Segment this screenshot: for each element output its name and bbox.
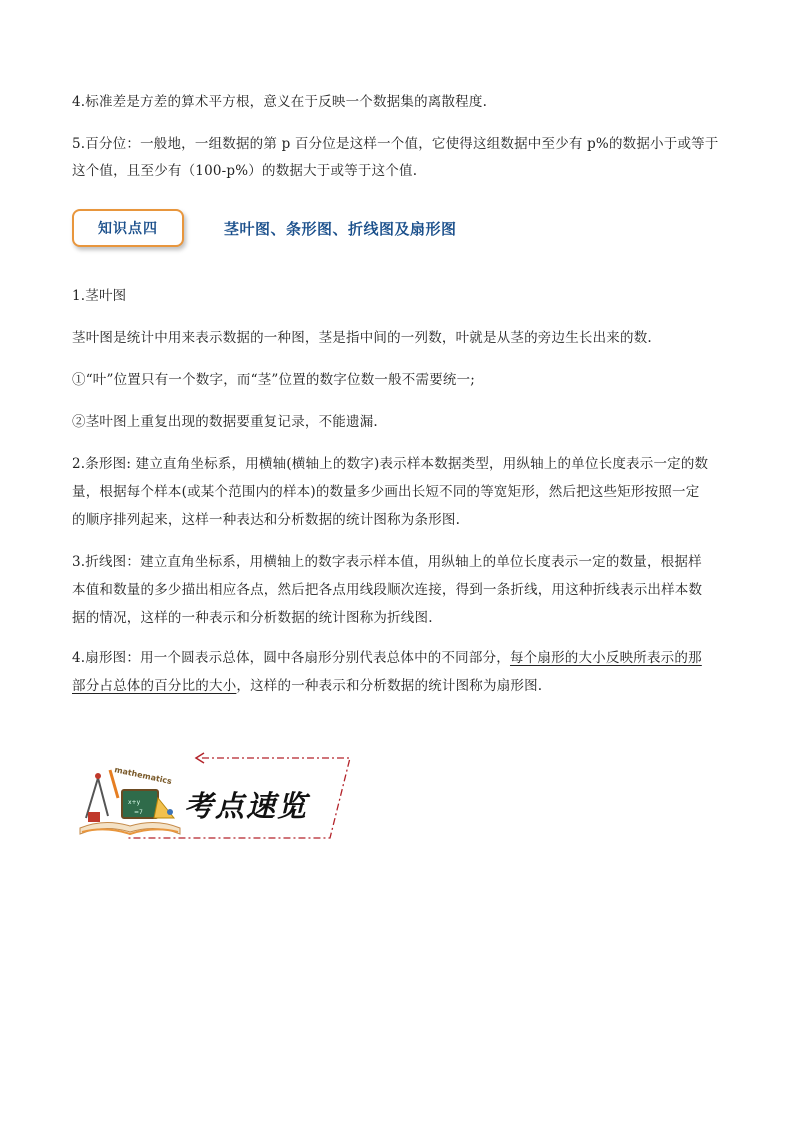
svg-text:=7: =7 [134, 809, 143, 816]
line-chart-line-3: 据的情况，这样的一种表示和分析数据的统计图称为折线图. [72, 610, 433, 626]
pie-chart-line-2 [72, 673, 722, 700]
stem-note-1: ①“叶”位置只有一个数字，而“茎”位置的数字位数一般不需要统一; [72, 372, 476, 388]
percentile-line-2: 这个值，且至少有（100-p%）的数据大于或等于这个值. [72, 163, 418, 179]
bar-chart-line-3: 的顺序排列起来，这样一种表达和分析数据的统计图称为条形图. [72, 512, 461, 528]
stem-note-2: ②茎叶图上重复出现的数据要重复记录，不能遗漏. [72, 414, 378, 430]
pie-text-2b: ，这样的一种表示和分析数据的统计图称为扇形图. [236, 678, 543, 694]
math-illustration-icon [80, 765, 180, 834]
line-chart-line-2: 本值和数量的多少描出相应各点，然后把各点用线段顺次连接，得到一条折线，用这种折线表示出样本数 [72, 582, 703, 598]
pie-underlined-2a: 部分占总体的百分比的大小 [72, 678, 237, 694]
std-dev-paragraph: 4.标准差是方差的算术平方根，意义在于反映一个数据集的离散程度. [72, 94, 488, 110]
percentile-line-1: 5.百分位：一般地，一组数据的第 p 百分位是这样一个值，它使得这组数据中至少有 p%的数据小于或等于 [72, 136, 719, 152]
banner-title: 考点速览 [184, 789, 309, 823]
stem-heading: 1.茎叶图 [72, 288, 127, 304]
line-chart-line-1: 3.折线图：建立直角坐标系，用横轴上的数字表示样本值，用纵轴上的单位长度表示一定的数量，根据样 [72, 554, 702, 570]
mathematics-label: mathematics [113, 765, 173, 787]
pie-text-1a: 4.扇形图：用一个圆表示总体，圆中各扇形分别代表总体中的不同部分， [72, 650, 510, 666]
svg-text:x+y: x+y [128, 799, 141, 806]
stem-description: 茎叶图是统计中用来表示数据的一种图，茎是指中间的一列数，叶就是从茎的旁边生长出来的数. [72, 330, 652, 346]
bar-chart-line-1: 2.条形图: 建立直角坐标系，用横轴(横轴上的数字)表示样本数据类型，用纵轴上的单位长度表示一定的数 [72, 456, 709, 472]
section-title: 茎叶图、条形图、折线图及扇形图 [224, 220, 457, 238]
pie-chart-line-1 [72, 645, 722, 672]
bar-chart-line-2: 量，根据每个样本(或某个范围内的样本)的数量多少画出长短不同的等宽矩形，然后把这些矩形按照一定 [72, 484, 700, 500]
pie-underlined-1b: 每个扇形的大小反映所表示的那 [509, 650, 702, 666]
section-badge: 知识点四 [72, 209, 184, 247]
